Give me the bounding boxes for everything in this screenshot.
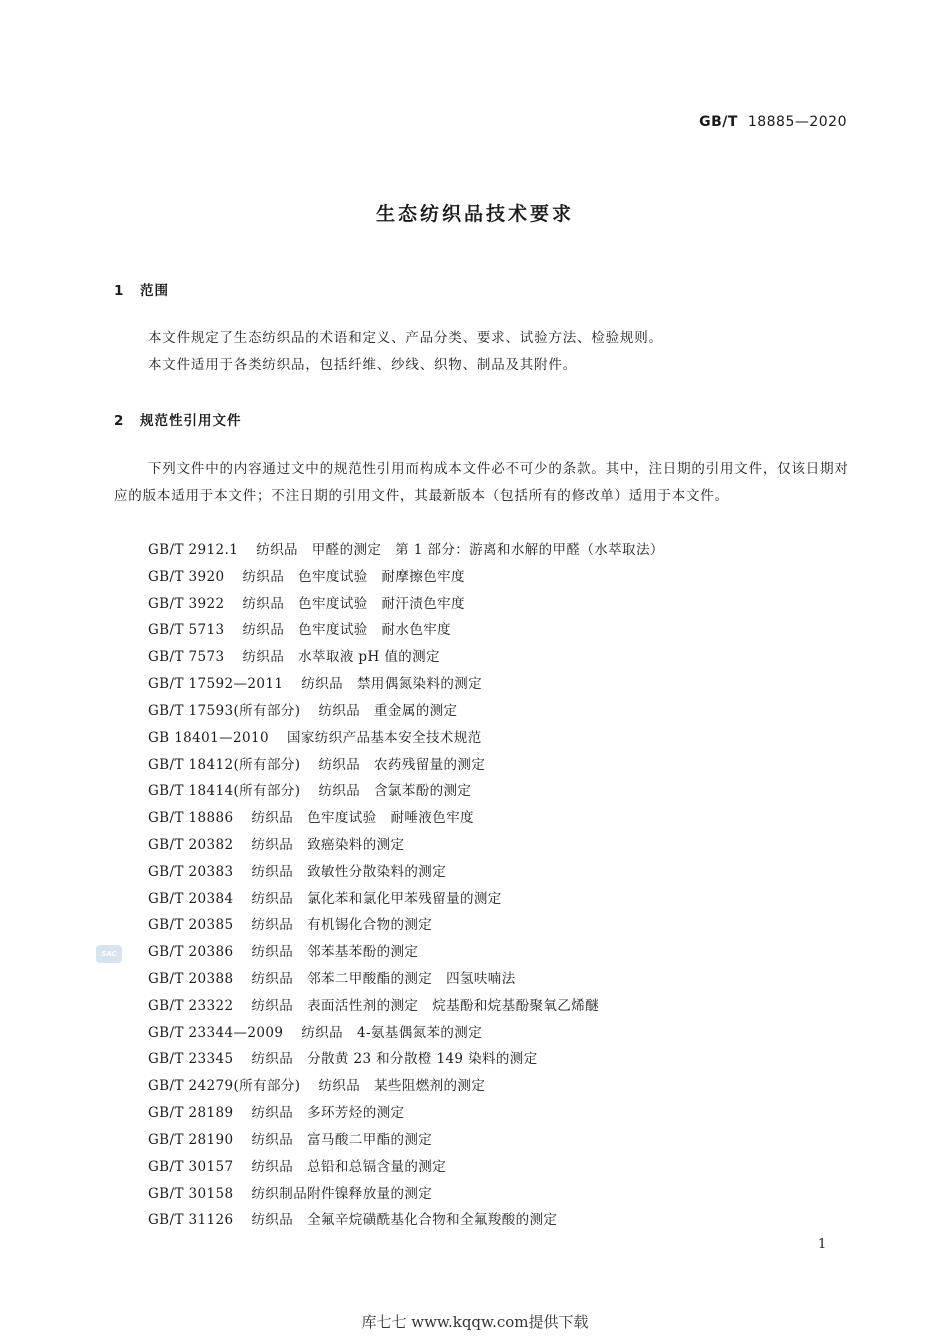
reference-item	[148, 564, 664, 591]
standard-prefix: GB/T	[699, 114, 738, 130]
reference-code: GB/T 20386	[148, 944, 234, 961]
reference-code: GB/T 18414(所有部分)	[148, 783, 301, 800]
section-1-number: 1	[114, 283, 125, 299]
sac-watermark: SAC	[96, 945, 122, 963]
reference-title: 纺织品 分散黄 23 和分散橙 149 染料的测定	[251, 1051, 538, 1068]
reference-title: 纺织品 邻苯二甲酸酯的测定 四氢呋喃法	[251, 971, 516, 987]
reference-item	[148, 1154, 664, 1181]
document-title: 生态纺织品技术要求	[375, 203, 574, 225]
reference-code: GB/T 3922	[148, 595, 225, 612]
reference-title: 纺织品 氯化苯和氯化甲苯残留量的测定	[251, 890, 502, 907]
reference-item	[148, 725, 664, 752]
reference-item	[148, 912, 664, 939]
standard-code: 18885—2020	[747, 114, 847, 130]
reference-title: 纺织品 农药残留量的测定	[318, 756, 486, 773]
reference-code: GB/T 31126	[148, 1212, 234, 1229]
reference-code: GB/T 18412(所有部分)	[148, 756, 301, 773]
section-1-heading	[114, 279, 169, 299]
reference-title: 纺织品 色牢度试验 耐汗渍色牢度	[242, 595, 465, 612]
reference-item	[148, 778, 664, 805]
reference-code: GB/T 20388	[148, 971, 234, 987]
reference-code: GB/T 2912.1	[148, 542, 239, 558]
reference-item	[148, 1046, 664, 1073]
reference-title: 纺织品 致癌染料的测定	[251, 836, 405, 853]
reference-title: 纺织品 色牢度试验 耐水色牢度	[242, 622, 452, 639]
reference-title: 国家纺织产品基本安全技术规范	[287, 729, 482, 746]
reference-item	[148, 617, 664, 644]
reference-item	[148, 832, 664, 859]
reference-title: 纺织品 有机锡化合物的测定	[251, 917, 433, 934]
reference-title: 纺织品 富马酸二甲酯的测定	[251, 1131, 433, 1148]
reference-title: 纺织品 多环芳烃的测定	[251, 1105, 405, 1122]
reference-item	[148, 671, 664, 698]
reference-title: 纺织品 禁用偶氮染料的测定	[301, 676, 483, 693]
reference-title: 纺织品 甲醛的测定 第 1 部分：游离和水解的甲醛（水萃取法）	[256, 542, 664, 558]
reference-item	[148, 1020, 664, 1047]
reference-item	[148, 537, 664, 564]
reference-item	[148, 1207, 664, 1234]
reference-code: GB/T 17592—2011	[148, 676, 284, 693]
reference-code: GB/T 17593(所有部分)	[148, 702, 301, 719]
reference-code: GB/T 20385	[148, 917, 234, 934]
section-1-paragraph-2: 本文件适用于各类纺织品，包括纤维、纱线、织物、制品及其附件。	[148, 357, 577, 373]
standard-number	[699, 114, 847, 130]
reference-code: GB/T 18886	[148, 810, 234, 827]
reference-code: GB/T 23322	[148, 997, 234, 1014]
reference-code: GB/T 30157	[148, 1158, 234, 1175]
reference-item	[148, 805, 664, 832]
reference-item	[148, 966, 664, 993]
reference-title: 纺织品 全氟辛烷磺酰基化合物和全氟羧酸的测定	[251, 1212, 558, 1229]
reference-item	[148, 644, 664, 671]
page-number: 1	[818, 1237, 827, 1252]
reference-code: GB/T 28190	[148, 1131, 234, 1148]
reference-code: GB/T 7573	[148, 649, 225, 666]
reference-title: 纺织品 表面活性剂的测定 烷基酚和烷基酚聚氧乙烯醚	[251, 997, 599, 1014]
section-2-number: 2	[114, 413, 125, 429]
section-1-title: 范围	[140, 283, 169, 299]
reference-title: 纺织品 4-氨基偶氮苯的测定	[301, 1024, 483, 1041]
reference-code: GB/T 5713	[148, 622, 225, 639]
reference-title: 纺织品 色牢度试验 耐摩擦色牢度	[242, 568, 465, 585]
reference-code: GB/T 23344—2009	[148, 1024, 284, 1041]
normative-references-list	[148, 537, 664, 1234]
reference-code: GB/T 20382	[148, 836, 234, 853]
reference-item	[148, 939, 664, 966]
reference-item	[148, 859, 664, 886]
reference-title: 纺织品 致敏性分散染料的测定	[251, 863, 447, 880]
reference-title: 纺织品 总铅和总镉含量的测定	[251, 1158, 447, 1175]
reference-item	[148, 886, 664, 913]
reference-title: 纺织品 水萃取液 pH 值的测定	[242, 649, 440, 666]
reference-item	[148, 752, 664, 779]
reference-item	[148, 1127, 664, 1154]
reference-title: 纺织制品附件镍释放量的测定	[251, 1185, 433, 1202]
reference-item	[148, 1181, 664, 1208]
reference-item	[148, 698, 664, 725]
reference-code: GB 18401—2010	[148, 729, 269, 746]
section-1-paragraph-1: 本文件规定了生态纺织品的术语和定义、产品分类、要求、试验方法、检验规则。	[148, 330, 663, 346]
reference-code: GB/T 24279(所有部分)	[148, 1078, 301, 1095]
reference-code: GB/T 28189	[148, 1105, 234, 1122]
reference-item	[148, 993, 664, 1020]
section-2-intro: 下列文件中的内容通过文中的规范性引用而构成本文件必不可少的条款。其中，注日期的引用文件，仅该日期对应的版本适用于本文件；不注日期的引用文件，其最新版本（包括所有的修改单）适用于本文件。	[114, 461, 849, 504]
reference-item	[148, 1073, 664, 1100]
download-footer: 库七七 www.kqqw.com提供下载	[361, 1313, 589, 1331]
reference-code: GB/T 23345	[148, 1051, 234, 1068]
reference-code: GB/T 3920	[148, 568, 225, 585]
reference-code: GB/T 20383	[148, 863, 234, 880]
reference-item	[148, 591, 664, 618]
section-2-heading	[114, 409, 242, 429]
reference-code: GB/T 30158	[148, 1185, 234, 1202]
section-2-title: 规范性引用文件	[140, 413, 242, 429]
reference-code: GB/T 20384	[148, 890, 234, 907]
reference-item	[148, 1100, 664, 1127]
reference-title: 纺织品 某些阻燃剂的测定	[318, 1078, 486, 1095]
reference-title: 纺织品 邻苯基苯酚的测定	[251, 944, 419, 961]
reference-title: 纺织品 含氯苯酚的测定	[318, 783, 472, 800]
reference-title: 纺织品 色牢度试验 耐唾液色牢度	[251, 810, 474, 827]
reference-title: 纺织品 重金属的测定	[318, 702, 458, 719]
